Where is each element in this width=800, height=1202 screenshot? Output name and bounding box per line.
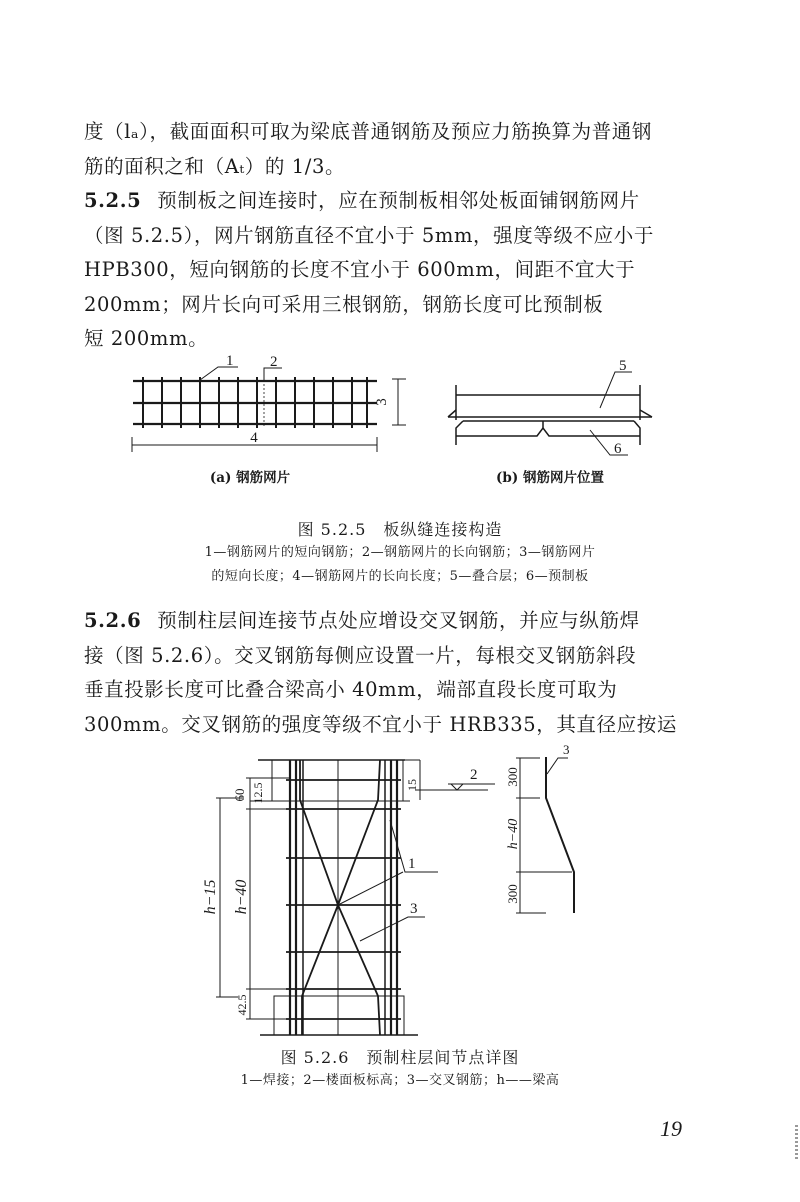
dim-h-minus-15: h−15 <box>202 879 219 915</box>
label-1-weld: 1 <box>408 856 416 872</box>
label-2-floor-level: 2 <box>470 767 478 783</box>
figure-5-2-6-title: 图 5.2.6 预制柱层间节点详图 <box>280 1048 520 1067</box>
section-number: 5.2.6 <box>84 609 142 632</box>
text-line: 筋的面积之和（Aₜ）的 1/3。 <box>84 154 346 178</box>
text-line: 预制柱层间连接节点处应增设交叉钢筋，并应与纵筋焊 <box>157 609 640 632</box>
dim-300-top: 300 <box>505 767 520 787</box>
figure-5-2-6-legend: 1—焊接；2—楼面板标高；3—交叉钢筋；h——梁高 <box>240 1073 560 1088</box>
figure-5-2-5a-caption: (a) 钢筋网片 <box>209 470 291 486</box>
label-4: 4 <box>250 430 258 446</box>
label-6: 6 <box>614 441 622 457</box>
legend-line: 1—钢筋网片的短向钢筋；2—钢筋网片的长向钢筋；3—钢筋网片 <box>204 545 596 560</box>
label-5: 5 <box>619 358 627 374</box>
dim-42-5: 42.5 <box>235 994 249 1016</box>
dim-300-bottom: 300 <box>505 884 520 904</box>
figure-5-2-5-title: 图 5.2.5 板纵缝连接构造 <box>297 520 503 539</box>
label-3: 3 <box>374 398 390 406</box>
label-3-cross-bar: 3 <box>410 901 418 917</box>
text-line: 300mm。交叉钢筋的强度等级不宜小于 HRB335，其直径应按运 <box>84 712 677 736</box>
text-line: 度（lₐ），截面面积可取为梁底普通钢筋及预应力筋换算为普通钢 <box>84 120 653 143</box>
dim-15: 15 <box>405 779 419 791</box>
dim-h-minus-40-detail: h−40 <box>506 818 521 850</box>
label-3-cross-bar-detail: 3 <box>563 742 570 757</box>
section-number: 5.2.5 <box>84 189 142 212</box>
text-line: （图 5.2.5），网片钢筋直径不宜小于 5mm，强度等级不应小于 <box>84 223 654 247</box>
label-1: 1 <box>226 353 234 369</box>
text-line: 接（图 5.2.6）。交叉钢筋每侧应设置一片，每根交叉钢筋斜段 <box>84 643 637 667</box>
text-line: 预制板之间连接时，应在预制板相邻处板面铺钢筋网片 <box>157 189 640 212</box>
text-line: HPB300，短向钢筋的长度不宜小于 600mm，间距不宜大于 <box>84 258 636 281</box>
figure-5-2-5b-caption: (b) 钢筋网片位置 <box>496 470 604 486</box>
page-number: 19 <box>660 1116 682 1141</box>
dim-60: 60 <box>232 788 247 802</box>
dim-h-minus-40: h−40 <box>233 879 250 915</box>
dim-12-5: 12.5 <box>251 782 265 804</box>
text-line: 短 200mm。 <box>84 327 209 350</box>
legend-line: 的短向长度；4—钢筋网片的长向长度；5—叠合层；6—预制板 <box>211 569 589 584</box>
text-line: 垂直投影长度可比叠合梁高小 40mm，端部直段长度可取为 <box>84 678 618 701</box>
scan-edge-mark <box>795 1125 798 1161</box>
text-line: 200mm；网片长向可采用三根钢筋，钢筋长度可比预制板 <box>84 292 604 316</box>
label-2: 2 <box>270 354 278 370</box>
